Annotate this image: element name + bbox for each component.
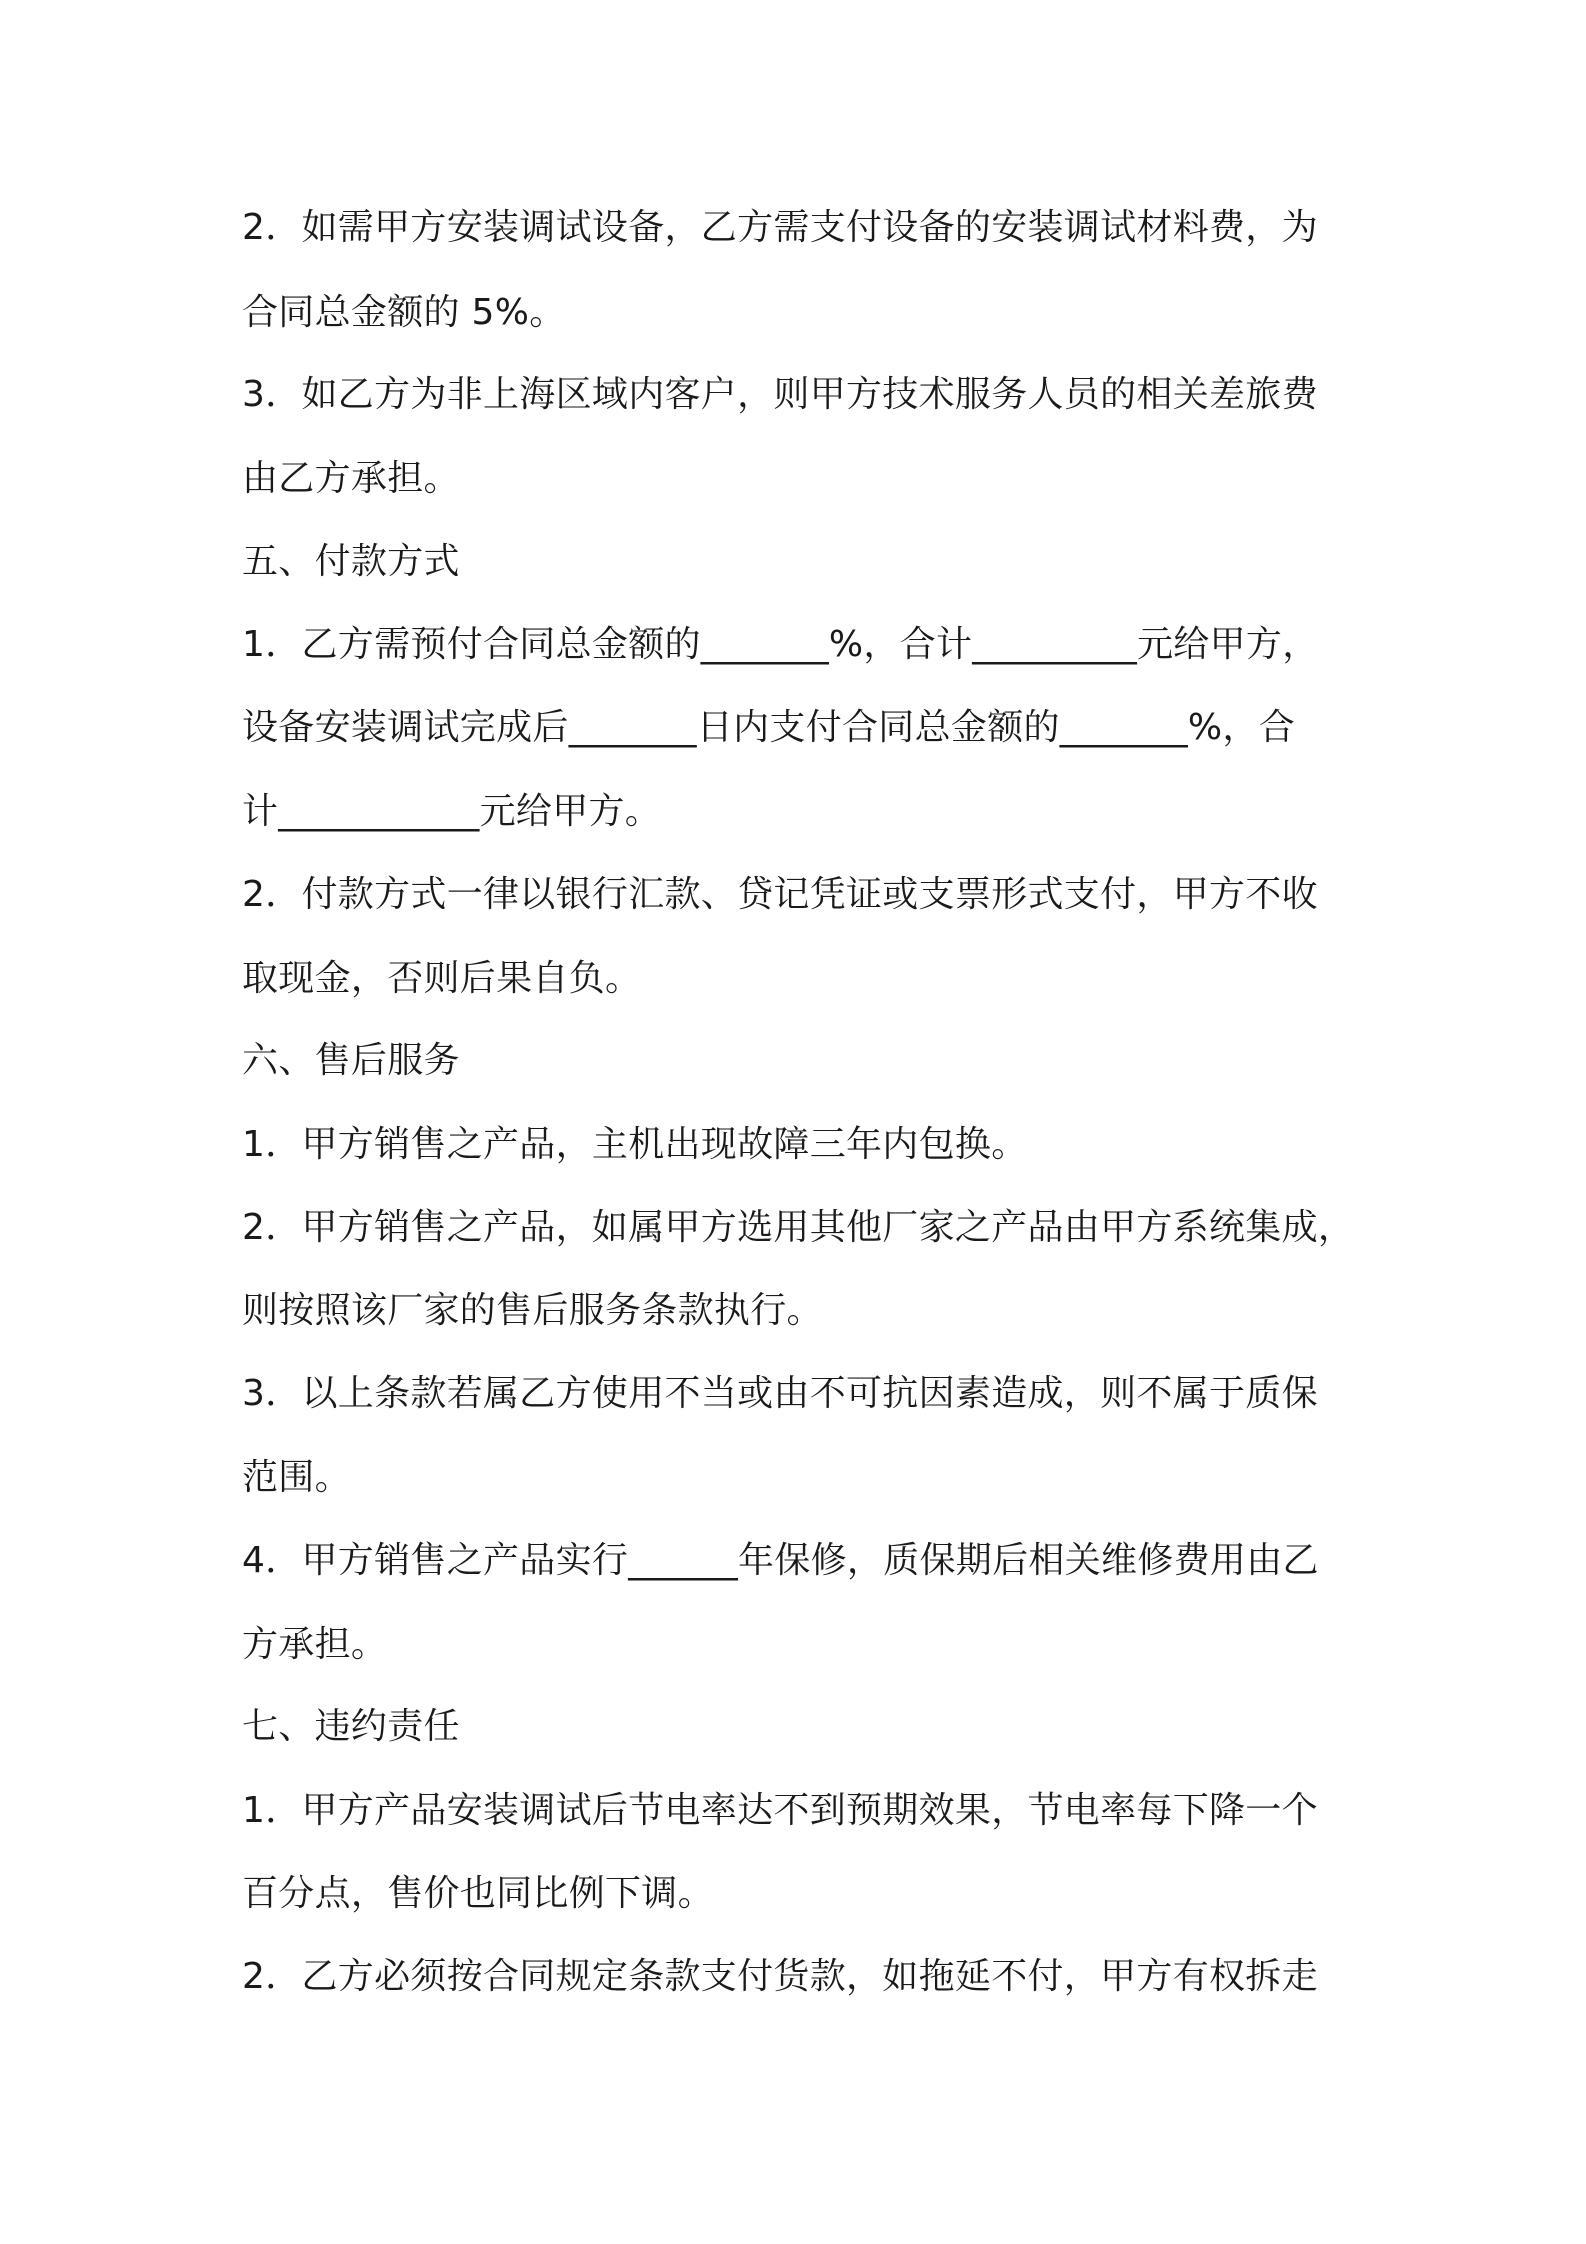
text-line: 方承担。	[242, 1624, 388, 1665]
text-line: 2．如需甲方安装调试设备，乙方需支付设备的安装调试材料费，为	[242, 207, 1318, 248]
text-line: 1．甲方销售之产品，主机出现故障三年内包换。	[242, 1124, 1028, 1165]
text-line: 4．甲方销售之产品实行______年保修，质保期后相关维修费用由乙	[242, 1540, 1319, 1581]
section-heading: 六、售后服务	[242, 1040, 460, 1081]
text-line: 由乙方承担。	[242, 458, 460, 499]
section-heading: 七、违约责任	[242, 1706, 460, 1747]
text-line: 范围。	[242, 1457, 351, 1498]
text-line: 2．乙方必须按合同规定条款支付货款，如拖延不付，甲方有权拆走	[242, 1956, 1318, 1997]
text-line: 计___________元给甲方。	[242, 791, 662, 832]
text-line: 3．如乙方为非上海区域内客户，则甲方技术服务人员的相关差旅费	[242, 374, 1318, 415]
text-line: 百分点，售价也同比例下调。	[242, 1873, 714, 1914]
text-line: 取现金，否则后果自负。	[242, 958, 642, 999]
text-line: 则按照该厂家的售后服务条款执行。	[242, 1290, 823, 1331]
text-line: 3．以上条款若属乙方使用不当或由不可抗因素造成，则不属于质保	[242, 1373, 1318, 1414]
text-line: 1．乙方需预付合同总金额的_______%，合计_________元给甲方，	[242, 624, 1319, 665]
text-line: 1．甲方产品安装调试后节电率达不到预期效果，节电率每下降一个	[242, 1790, 1318, 1831]
text-line: 2．甲方销售之产品，如属甲方选用其他厂家之产品由甲方系统集成，	[242, 1207, 1355, 1248]
text-line: 2．付款方式一律以银行汇款、贷记凭证或支票形式支付，甲方不收	[242, 874, 1318, 915]
text-line: 合同总金额的 5%。	[242, 292, 566, 333]
section-heading: 五、付款方式	[242, 541, 460, 582]
text-line: 设备安装调试完成后_______日内支付合同总金额的_______%，合	[242, 707, 1296, 748]
